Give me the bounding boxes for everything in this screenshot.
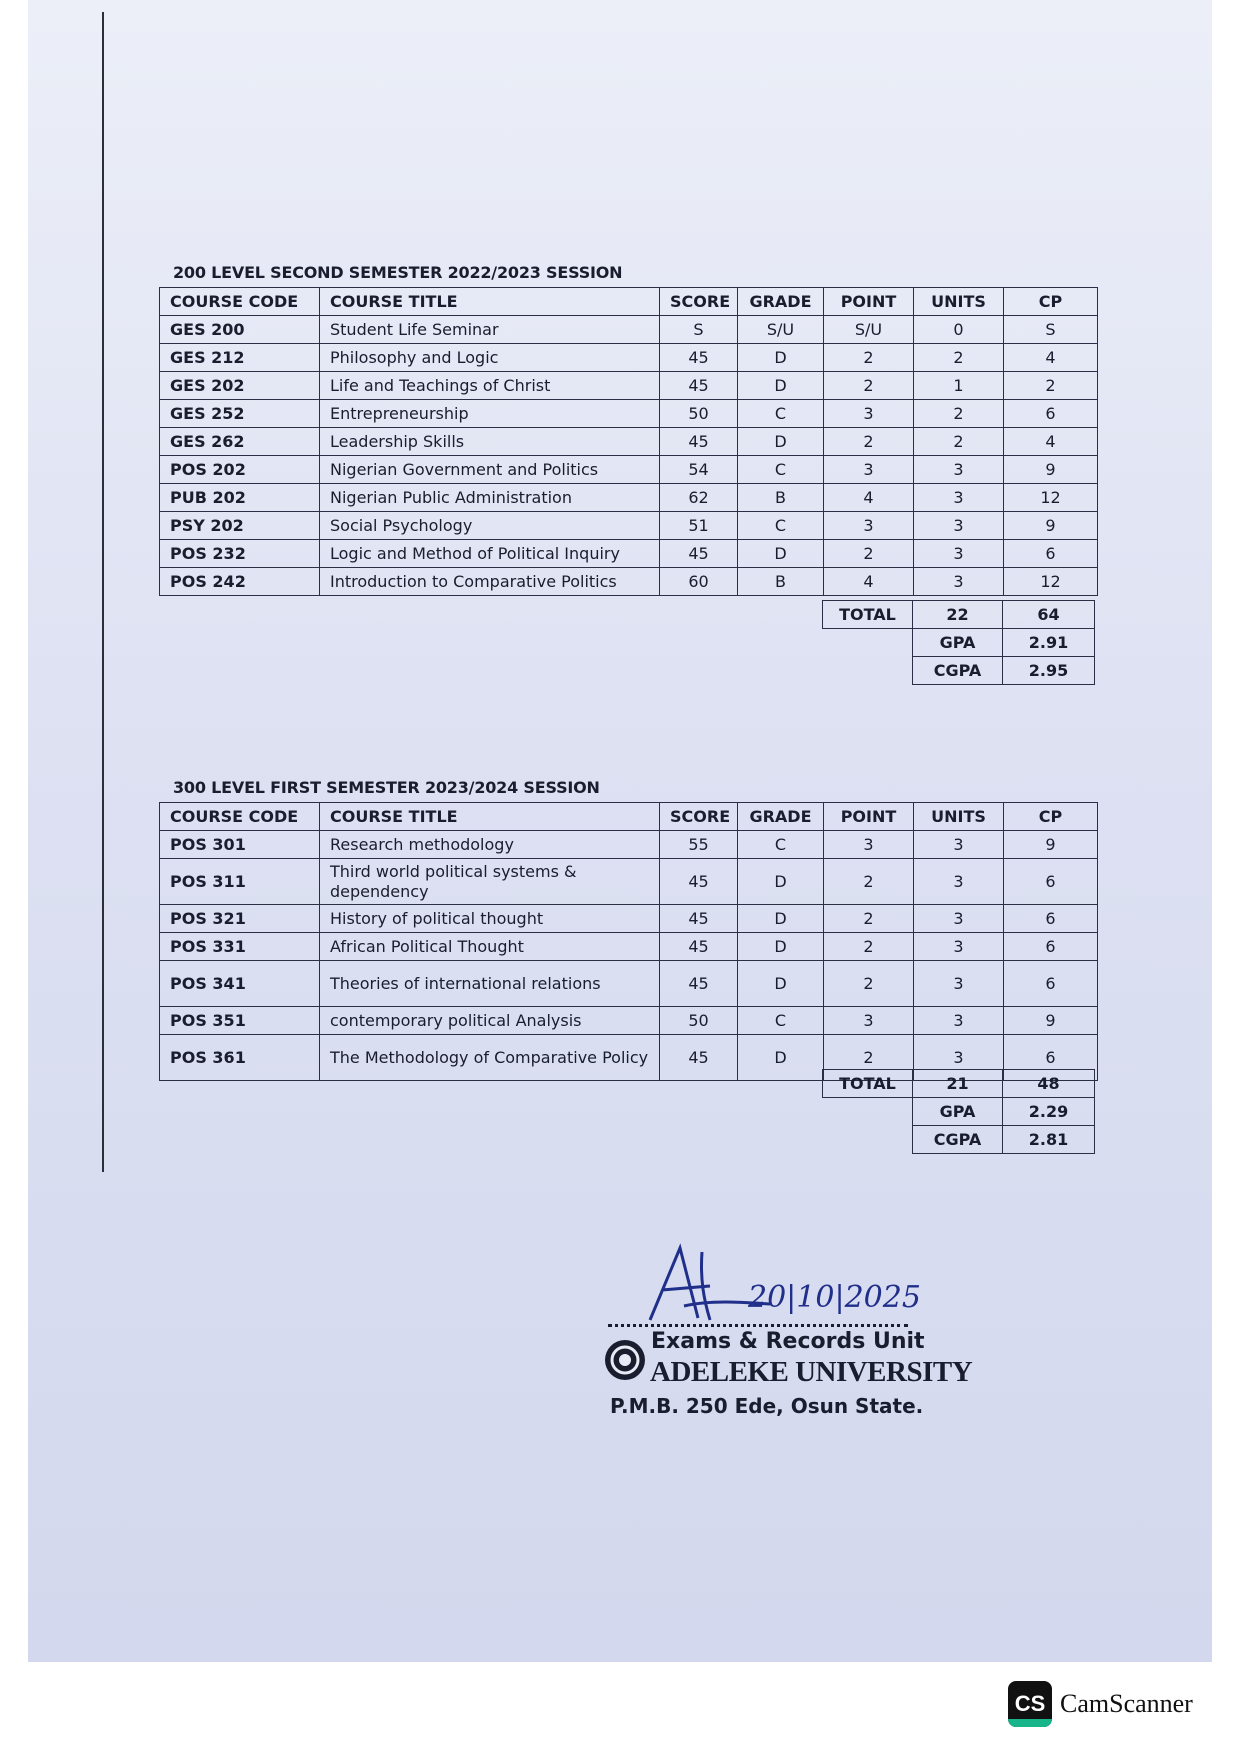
cell-course-code: POS 202 bbox=[160, 456, 320, 484]
cell-course-code: GES 212 bbox=[160, 344, 320, 372]
cell-cp: 9 bbox=[1004, 831, 1098, 859]
semester-2-block bbox=[159, 802, 1097, 1081]
gpa-label: GPA bbox=[913, 1098, 1003, 1126]
summary-cgpa-row bbox=[823, 657, 1095, 685]
cell-grade: D bbox=[738, 1035, 824, 1081]
cell-grade: B bbox=[738, 568, 824, 596]
header-cp: CP bbox=[1004, 288, 1098, 316]
cell-course-code: PSY 202 bbox=[160, 512, 320, 540]
cell-score: 45 bbox=[660, 859, 738, 905]
table-row bbox=[160, 316, 1098, 344]
cell-course-title: Leadership Skills bbox=[320, 428, 660, 456]
cell-course-code: GES 200 bbox=[160, 316, 320, 344]
table-row bbox=[160, 905, 1098, 933]
cell-course-code: POS 341 bbox=[160, 961, 320, 1007]
cell-units: 3 bbox=[914, 905, 1004, 933]
cell-course-title: Logic and Method of Political Inquiry bbox=[320, 540, 660, 568]
cell-point: 2 bbox=[824, 1035, 914, 1081]
table-row bbox=[160, 540, 1098, 568]
cell-cp: 6 bbox=[1004, 859, 1098, 905]
header-course-title: COURSE TITLE bbox=[320, 288, 660, 316]
cell-course-title: Theories of international relations bbox=[320, 961, 660, 1007]
table-row bbox=[160, 512, 1098, 540]
header-score: SCORE bbox=[660, 288, 738, 316]
cgpa-value: 2.81 bbox=[1003, 1126, 1095, 1154]
cell-cp: 6 bbox=[1004, 905, 1098, 933]
cell-units: 3 bbox=[914, 831, 1004, 859]
cell-grade: D bbox=[738, 372, 824, 400]
cell-score: 45 bbox=[660, 905, 738, 933]
cell-course-title: Social Psychology bbox=[320, 512, 660, 540]
cell-grade: C bbox=[738, 831, 824, 859]
table-row bbox=[160, 484, 1098, 512]
semester-1-title: 200 LEVEL SECOND SEMESTER 2022/2023 SESSION bbox=[173, 263, 623, 282]
cell-units: 3 bbox=[914, 933, 1004, 961]
camscanner-watermark bbox=[1008, 1681, 1193, 1727]
cell-grade: D bbox=[738, 859, 824, 905]
summary-spacer bbox=[823, 657, 913, 685]
cell-score: 45 bbox=[660, 428, 738, 456]
header-cp: CP bbox=[1004, 803, 1098, 831]
cell-course-code: POS 361 bbox=[160, 1035, 320, 1081]
cell-cp: 6 bbox=[1004, 961, 1098, 1007]
page-edge-line bbox=[102, 12, 104, 1172]
cell-grade: S/U bbox=[738, 316, 824, 344]
gpa-label: GPA bbox=[913, 629, 1003, 657]
cgpa-label: CGPA bbox=[913, 657, 1003, 685]
cell-cp: 9 bbox=[1004, 512, 1098, 540]
cell-course-title: Introduction to Comparative Politics bbox=[320, 568, 660, 596]
cell-score: 45 bbox=[660, 540, 738, 568]
cell-grade: C bbox=[738, 456, 824, 484]
table-row bbox=[160, 456, 1098, 484]
semester-2-summary bbox=[822, 1069, 1095, 1154]
summary-gpa-row bbox=[823, 629, 1095, 657]
summary-cgpa-row bbox=[823, 1126, 1095, 1154]
cell-point: 3 bbox=[824, 1007, 914, 1035]
table-row bbox=[160, 961, 1098, 1007]
table-row bbox=[160, 400, 1098, 428]
semester-2-table bbox=[159, 802, 1098, 1081]
cell-course-title: Philosophy and Logic bbox=[320, 344, 660, 372]
cell-point: 3 bbox=[824, 456, 914, 484]
cell-point: S/U bbox=[824, 316, 914, 344]
camscanner-brand: CamScanner bbox=[1060, 1689, 1193, 1718]
total-units: 21 bbox=[913, 1070, 1003, 1098]
cell-grade: C bbox=[738, 512, 824, 540]
summary-spacer bbox=[823, 1126, 913, 1154]
cell-score: 50 bbox=[660, 1007, 738, 1035]
cell-units: 1 bbox=[914, 372, 1004, 400]
cell-point: 2 bbox=[824, 961, 914, 1007]
total-label: TOTAL bbox=[823, 1070, 913, 1098]
cell-score: 45 bbox=[660, 372, 738, 400]
cell-score: 51 bbox=[660, 512, 738, 540]
cell-score: 60 bbox=[660, 568, 738, 596]
cell-score: 62 bbox=[660, 484, 738, 512]
signature-dotted-line bbox=[608, 1324, 908, 1327]
cell-units: 3 bbox=[914, 568, 1004, 596]
table-header-row bbox=[160, 803, 1098, 831]
cell-course-title: Nigerian Government and Politics bbox=[320, 456, 660, 484]
cell-course-code: POS 301 bbox=[160, 831, 320, 859]
cell-score: 45 bbox=[660, 961, 738, 1007]
cell-course-code: POS 321 bbox=[160, 905, 320, 933]
total-units: 22 bbox=[913, 601, 1003, 629]
header-score: SCORE bbox=[660, 803, 738, 831]
cell-cp: 9 bbox=[1004, 1007, 1098, 1035]
cell-score: S bbox=[660, 316, 738, 344]
cell-grade: D bbox=[738, 344, 824, 372]
cell-course-title: Third world political systems & dependency bbox=[320, 859, 660, 905]
cell-cp: 2 bbox=[1004, 372, 1098, 400]
semester-2-title: 300 LEVEL FIRST SEMESTER 2023/2024 SESSION bbox=[173, 778, 600, 797]
cell-score: 55 bbox=[660, 831, 738, 859]
gpa-value: 2.29 bbox=[1003, 1098, 1095, 1126]
cell-course-title: History of political thought bbox=[320, 905, 660, 933]
cell-point: 2 bbox=[824, 905, 914, 933]
cell-course-code: POS 242 bbox=[160, 568, 320, 596]
cell-cp: 6 bbox=[1004, 1035, 1098, 1081]
cell-course-title: Life and Teachings of Christ bbox=[320, 372, 660, 400]
cell-point: 4 bbox=[824, 568, 914, 596]
cell-point: 4 bbox=[824, 484, 914, 512]
university-seal-icon bbox=[603, 1338, 647, 1382]
table-row bbox=[160, 933, 1098, 961]
cell-course-code: GES 262 bbox=[160, 428, 320, 456]
signature-date: 20|10|2025 bbox=[748, 1280, 921, 1315]
cell-cp: 6 bbox=[1004, 933, 1098, 961]
summary-gpa-row bbox=[823, 1098, 1095, 1126]
cell-course-code: POS 331 bbox=[160, 933, 320, 961]
cell-score: 50 bbox=[660, 400, 738, 428]
table-header-row bbox=[160, 288, 1098, 316]
cell-units: 3 bbox=[914, 961, 1004, 1007]
cell-units: 3 bbox=[914, 540, 1004, 568]
summary-spacer bbox=[823, 629, 913, 657]
cell-course-title: contemporary political Analysis bbox=[320, 1007, 660, 1035]
semester-1-summary bbox=[822, 600, 1095, 685]
header-grade: GRADE bbox=[738, 803, 824, 831]
stamp-address: P.M.B. 250 Ede, Osun State. bbox=[610, 1394, 924, 1418]
summary-total-row bbox=[823, 601, 1095, 629]
cell-course-title: The Methodology of Comparative Policy bbox=[320, 1035, 660, 1081]
camscanner-logo-icon: CS bbox=[1008, 1681, 1052, 1727]
cell-units: 3 bbox=[914, 456, 1004, 484]
header-grade: GRADE bbox=[738, 288, 824, 316]
cell-units: 2 bbox=[914, 400, 1004, 428]
cell-grade: D bbox=[738, 933, 824, 961]
cell-units: 2 bbox=[914, 344, 1004, 372]
header-course-code: COURSE CODE bbox=[160, 288, 320, 316]
cell-grade: D bbox=[738, 905, 824, 933]
cell-score: 45 bbox=[660, 344, 738, 372]
cgpa-value: 2.95 bbox=[1003, 657, 1095, 685]
cell-point: 2 bbox=[824, 428, 914, 456]
cell-cp: 12 bbox=[1004, 484, 1098, 512]
cell-point: 2 bbox=[824, 933, 914, 961]
table-row bbox=[160, 859, 1098, 905]
header-course-title: COURSE TITLE bbox=[320, 803, 660, 831]
cell-cp: 4 bbox=[1004, 428, 1098, 456]
table-row bbox=[160, 568, 1098, 596]
cell-course-code: GES 202 bbox=[160, 372, 320, 400]
cell-cp: S bbox=[1004, 316, 1098, 344]
cell-course-title: Entrepreneurship bbox=[320, 400, 660, 428]
header-units: UNITS bbox=[914, 803, 1004, 831]
cell-score: 45 bbox=[660, 933, 738, 961]
table-row bbox=[160, 1007, 1098, 1035]
cell-course-code: GES 252 bbox=[160, 400, 320, 428]
cell-units: 3 bbox=[914, 1007, 1004, 1035]
header-point: POINT bbox=[824, 803, 914, 831]
cell-course-title: African Political Thought bbox=[320, 933, 660, 961]
cell-course-title: Student Life Seminar bbox=[320, 316, 660, 344]
gpa-value: 2.91 bbox=[1003, 629, 1095, 657]
cell-course-title: Research methodology bbox=[320, 831, 660, 859]
cell-course-code: POS 351 bbox=[160, 1007, 320, 1035]
cell-grade: D bbox=[738, 961, 824, 1007]
total-label: TOTAL bbox=[823, 601, 913, 629]
header-units: UNITS bbox=[914, 288, 1004, 316]
header-course-code: COURSE CODE bbox=[160, 803, 320, 831]
total-cp: 48 bbox=[1003, 1070, 1095, 1098]
stamp-unit: Exams & Records Unit bbox=[651, 1329, 925, 1354]
table-row bbox=[160, 372, 1098, 400]
cell-cp: 9 bbox=[1004, 456, 1098, 484]
cell-grade: D bbox=[738, 428, 824, 456]
cell-cp: 4 bbox=[1004, 344, 1098, 372]
cell-point: 2 bbox=[824, 372, 914, 400]
cell-course-code: POS 232 bbox=[160, 540, 320, 568]
cell-point: 2 bbox=[824, 859, 914, 905]
semester-1-table bbox=[159, 287, 1098, 596]
semester-1-block bbox=[159, 287, 1097, 596]
cell-course-code: PUB 202 bbox=[160, 484, 320, 512]
cell-course-code: POS 311 bbox=[160, 859, 320, 905]
cell-score: 54 bbox=[660, 456, 738, 484]
cell-units: 0 bbox=[914, 316, 1004, 344]
table-row bbox=[160, 428, 1098, 456]
cell-point: 2 bbox=[824, 344, 914, 372]
cell-course-title: Nigerian Public Administration bbox=[320, 484, 660, 512]
cell-point: 3 bbox=[824, 831, 914, 859]
cell-cp: 6 bbox=[1004, 400, 1098, 428]
cell-units: 3 bbox=[914, 1035, 1004, 1081]
cell-cp: 6 bbox=[1004, 540, 1098, 568]
table-row bbox=[160, 831, 1098, 859]
cell-grade: B bbox=[738, 484, 824, 512]
header-point: POINT bbox=[824, 288, 914, 316]
cell-score: 45 bbox=[660, 1035, 738, 1081]
cell-grade: C bbox=[738, 1007, 824, 1035]
cell-cp: 12 bbox=[1004, 568, 1098, 596]
cell-point: 2 bbox=[824, 540, 914, 568]
stamp-university: ADELEKE UNIVERSITY bbox=[650, 1356, 973, 1388]
summary-total-row bbox=[823, 1070, 1095, 1098]
cell-grade: C bbox=[738, 400, 824, 428]
cgpa-label: CGPA bbox=[913, 1126, 1003, 1154]
summary-spacer bbox=[823, 1098, 913, 1126]
cell-units: 2 bbox=[914, 428, 1004, 456]
cell-units: 3 bbox=[914, 484, 1004, 512]
cell-units: 3 bbox=[914, 859, 1004, 905]
total-cp: 64 bbox=[1003, 601, 1095, 629]
cell-point: 3 bbox=[824, 400, 914, 428]
cell-units: 3 bbox=[914, 512, 1004, 540]
cell-grade: D bbox=[738, 540, 824, 568]
cell-point: 3 bbox=[824, 512, 914, 540]
table-row bbox=[160, 344, 1098, 372]
